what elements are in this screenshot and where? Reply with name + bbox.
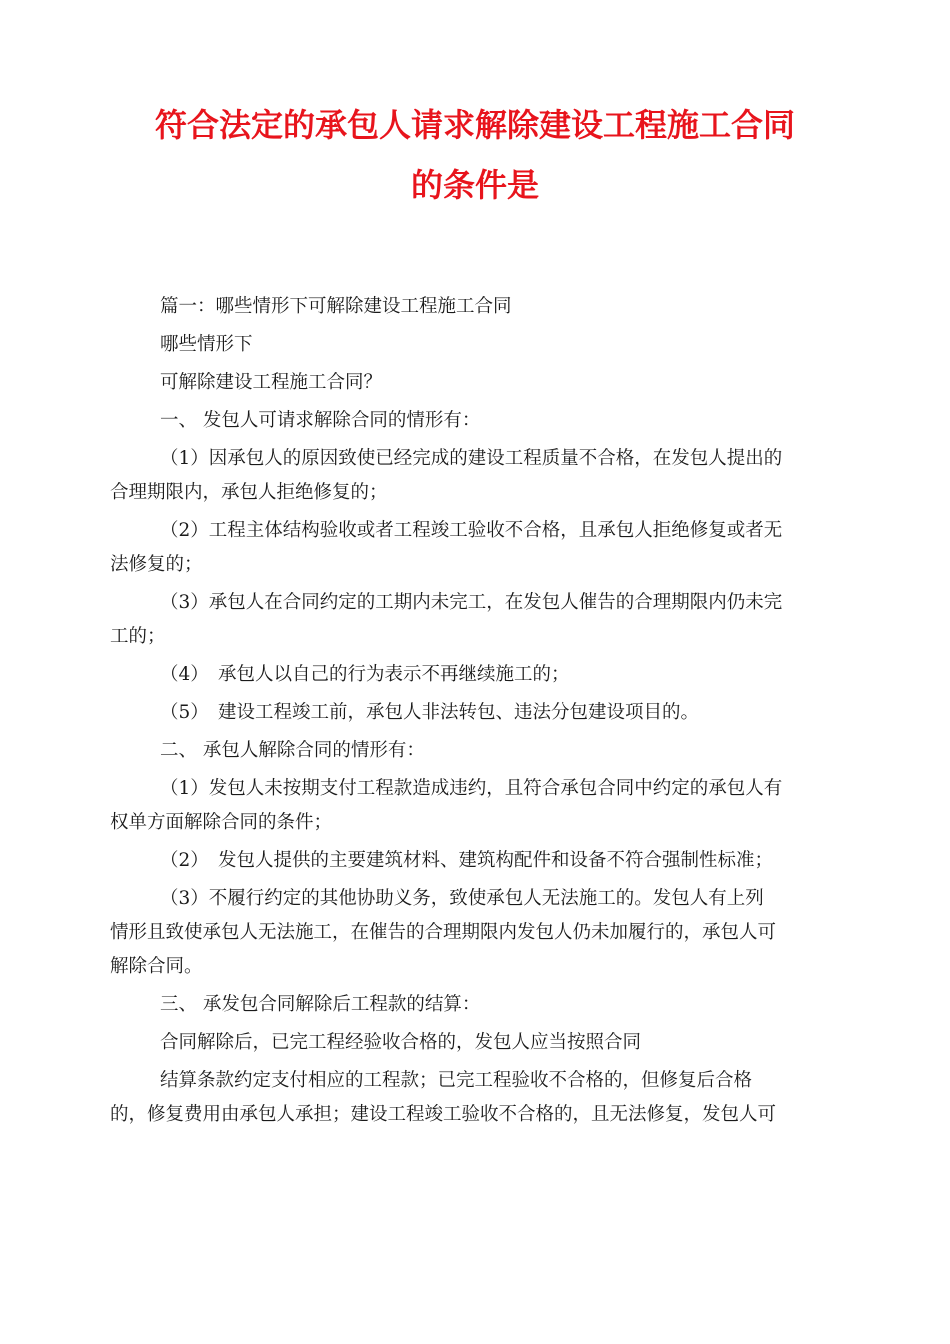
body-line: （2）工程主体结构验收或者工程竣工验收不合格，且承包人拒绝修复或者无 — [160, 520, 783, 541]
body-line: 三、 承发包合同解除后工程款的结算： — [160, 994, 481, 1015]
body-line: （1）因承包人的原因致使已经完成的建设工程质量不合格，在发包人提出的 — [160, 448, 783, 469]
body-line: 哪些情形下 — [160, 334, 253, 355]
body-line: 的，修复费用由承包人承担；建设工程竣工验收不合格的，且无法修复，发包人可 — [110, 1104, 777, 1125]
body-line: 解除合同。 — [110, 956, 203, 977]
body-line: 一、 发包人可请求解除合同的情形有： — [160, 410, 481, 431]
body-line: 法修复的； — [110, 554, 203, 575]
body-line: 可解除建设工程施工合同？ — [160, 372, 383, 393]
document-body — [110, 290, 840, 1132]
body-line: 二、 承包人解除合同的情形有： — [160, 740, 425, 761]
body-line: 结算条款约定支付相应的工程款；已完工程验收不合格的，但修复后合格 — [160, 1070, 753, 1091]
document-title-line-2: 的条件是 — [410, 166, 539, 204]
body-line: （1）发包人未按期支付工程款造成违约，且符合承包合同中约定的承包人有 — [160, 778, 783, 799]
body-line: 篇一：哪些情形下可解除建设工程施工合同 — [160, 296, 512, 317]
body-line: 权单方面解除合同的条件； — [110, 812, 333, 833]
body-line: 合理期限内，承包人拒绝修复的； — [110, 482, 388, 503]
document-title-line-1: 符合法定的承包人请求解除建设工程施工合同 — [154, 106, 795, 144]
body-line: （5） 建设工程竣工前，承包人非法转包、违法分包建设项目的。 — [160, 702, 700, 723]
body-line: （2） 发包人提供的主要建筑材料、建筑构配件和设备不符合强制性标准； — [160, 850, 774, 871]
body-line: （3）承包人在合同约定的工期内未完工，在发包人催告的合理期限内仍未完 — [160, 592, 783, 613]
body-line: 工的； — [110, 626, 166, 647]
body-line: （4） 承包人以自己的行为表示不再继续施工的； — [160, 664, 570, 685]
body-line: 合同解除后，已完工程经验收合格的，发包人应当按照合同 — [160, 1032, 642, 1053]
body-line: （3）不履行约定的其他协助义务，致使承包人无法施工的。发包人有上列 — [160, 888, 764, 909]
body-line: 情形且致使承包人无法施工，在催告的合理期限内发包人仍未加履行的，承包人可 — [110, 922, 777, 943]
